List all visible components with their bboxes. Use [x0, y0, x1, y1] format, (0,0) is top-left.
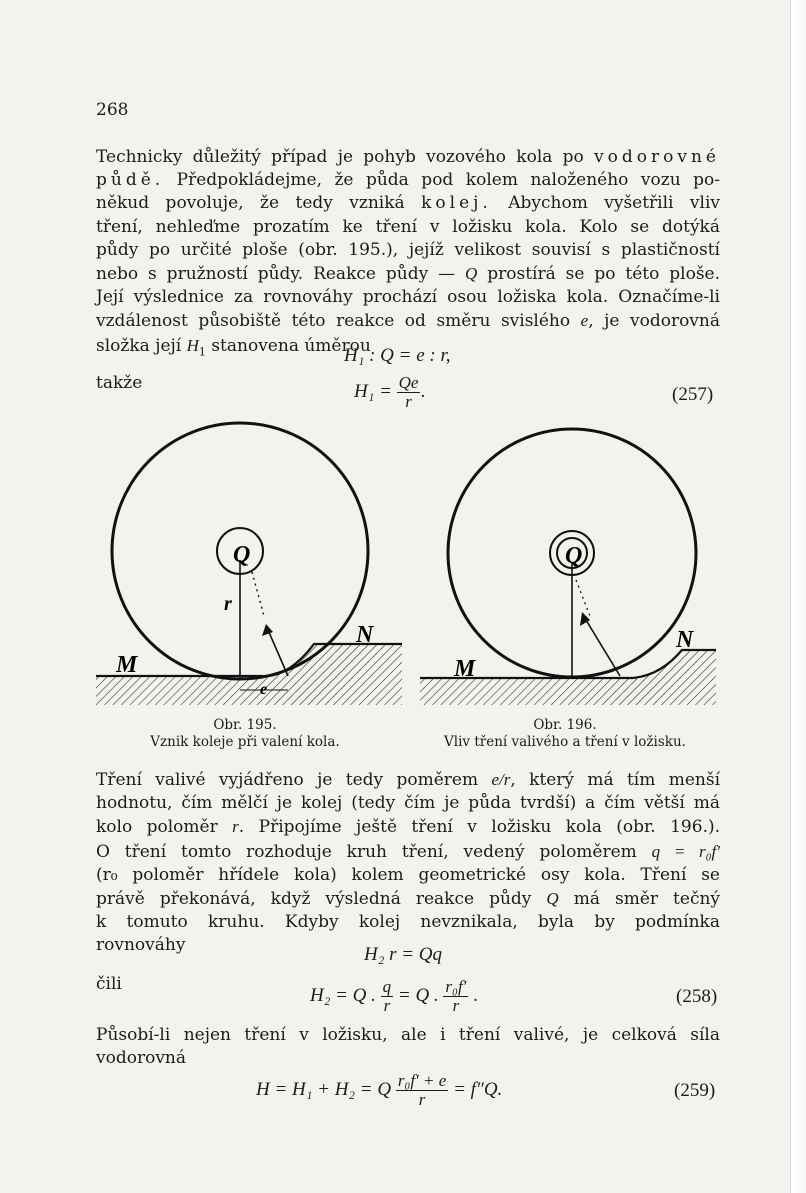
caption-text: Vliv tření valivého a tření v ložisku.	[444, 734, 686, 750]
text-line: Její výslednice za rovnováhy prochází osou ložiska kola. Označíme-li	[96, 287, 720, 308]
label-M: M	[116, 652, 138, 678]
text-line: vodorovná	[96, 1048, 187, 1069]
label-N: N	[676, 627, 694, 653]
text-line: nebo s pružností půdy. Reakce půdy — Q prostírá se po této ploše.	[96, 264, 721, 285]
page-number: 268	[96, 100, 129, 120]
text-line: půdy po určité ploše (obr. 195.), jejíž velikost souvisí s plastičností	[96, 239, 720, 260]
equation-proportion: H₁ : Q = e : r,	[344, 345, 451, 366]
text-line: tření, nehleďme prozatím ke tření v ložisku kola. Kolo se dotýká	[96, 216, 720, 237]
paragraph-intro	[96, 146, 720, 363]
reaction-arrowhead	[262, 624, 273, 636]
text-line: vzdálenost působiště této reakce od směru svislého e, je vodorovná	[96, 311, 720, 332]
text-line: právě překonává, když výsledná reakce půdy Q má směr tečný	[96, 889, 721, 910]
word-takze: takže	[96, 373, 143, 393]
text-line: půdě. Předpokládejme, že půda pod kolem naloženého vozu po-	[96, 170, 720, 191]
page-edge	[790, 0, 806, 1193]
caption-title: Obr. 196.	[533, 717, 597, 733]
label-N: N	[356, 622, 374, 648]
equation-257: H₁ = $\frac{Qe}{r}$ .	[354, 373, 426, 411]
label-r: r	[224, 593, 232, 615]
paragraph-total-force	[96, 1024, 720, 1070]
equation-H2r: H₂ r = Qq	[364, 944, 443, 965]
figure-196	[420, 420, 720, 705]
word-cili: čili	[96, 974, 122, 994]
text-line: O tření tomto rozhoduje kruh tření, vedený poloměrem q = r₀f′	[96, 841, 720, 862]
caption-195	[100, 717, 390, 751]
equation-258: H₂ = Q . $\frac{q}{r}$ = Q . $\frac{\text{r₀f′}}{r}$ .	[310, 977, 478, 1015]
text-line: k tomuto kruhu. Kdyby kolej nevznikala, byla by podmínka	[96, 912, 720, 933]
label-M: M	[454, 656, 476, 682]
text-line: složka její $H_1$ stanovena úměrou	[96, 335, 371, 359]
paragraph-rolling-friction	[96, 768, 720, 958]
reaction-arrow-line	[586, 620, 620, 676]
caption-text: Vznik koleje při valení kola.	[150, 734, 340, 750]
reaction-arrow-line	[268, 630, 288, 676]
text-line: rovnováhy	[96, 935, 186, 956]
label-Q: Q	[233, 542, 251, 568]
text-line: Působí-li nejen tření v ložisku, ale i tření valivé, je celková síla	[96, 1025, 720, 1045]
resultant-dashed	[252, 572, 264, 616]
text-line: Technicky důležitý případ je pohyb vozového kola po vodorovné	[96, 147, 720, 167]
ground-hatching	[96, 644, 402, 705]
text-line: hodnotu, čím mělčí je kolej (tedy čím je půda tvrdší) a čím větší má	[96, 793, 720, 814]
equation-number-257: (257)	[672, 384, 714, 405]
text-line: někud povoluje, že tedy vzniká kolej. Abychom vyšetřili vliv	[96, 193, 720, 214]
figure-195	[92, 420, 414, 705]
equation-number-258: (258)	[676, 986, 718, 1007]
text-line: (r₀ poloměr hřídele kola) kolem geometrické osy kola. Tření se	[96, 864, 720, 885]
text-line: kolo poloměr r. Připojíme ještě tření v ložisku kola (obr. 196.).	[96, 817, 721, 838]
resultant-dashed	[576, 580, 590, 616]
equation-259: H = H₁ + H₂ = Q $\frac{\text{r₀f′ + e}}{r}$ = f″Q.	[256, 1071, 503, 1109]
label-e: e	[260, 681, 268, 698]
label-Q: Q	[565, 543, 583, 569]
text-line: Tření valivé vyjádřeno je tedy poměrem e/r, který má tím menší	[96, 770, 721, 790]
caption-196	[420, 717, 710, 751]
caption-title: Obr. 195.	[213, 717, 277, 733]
equation-number-259: (259)	[674, 1080, 716, 1101]
